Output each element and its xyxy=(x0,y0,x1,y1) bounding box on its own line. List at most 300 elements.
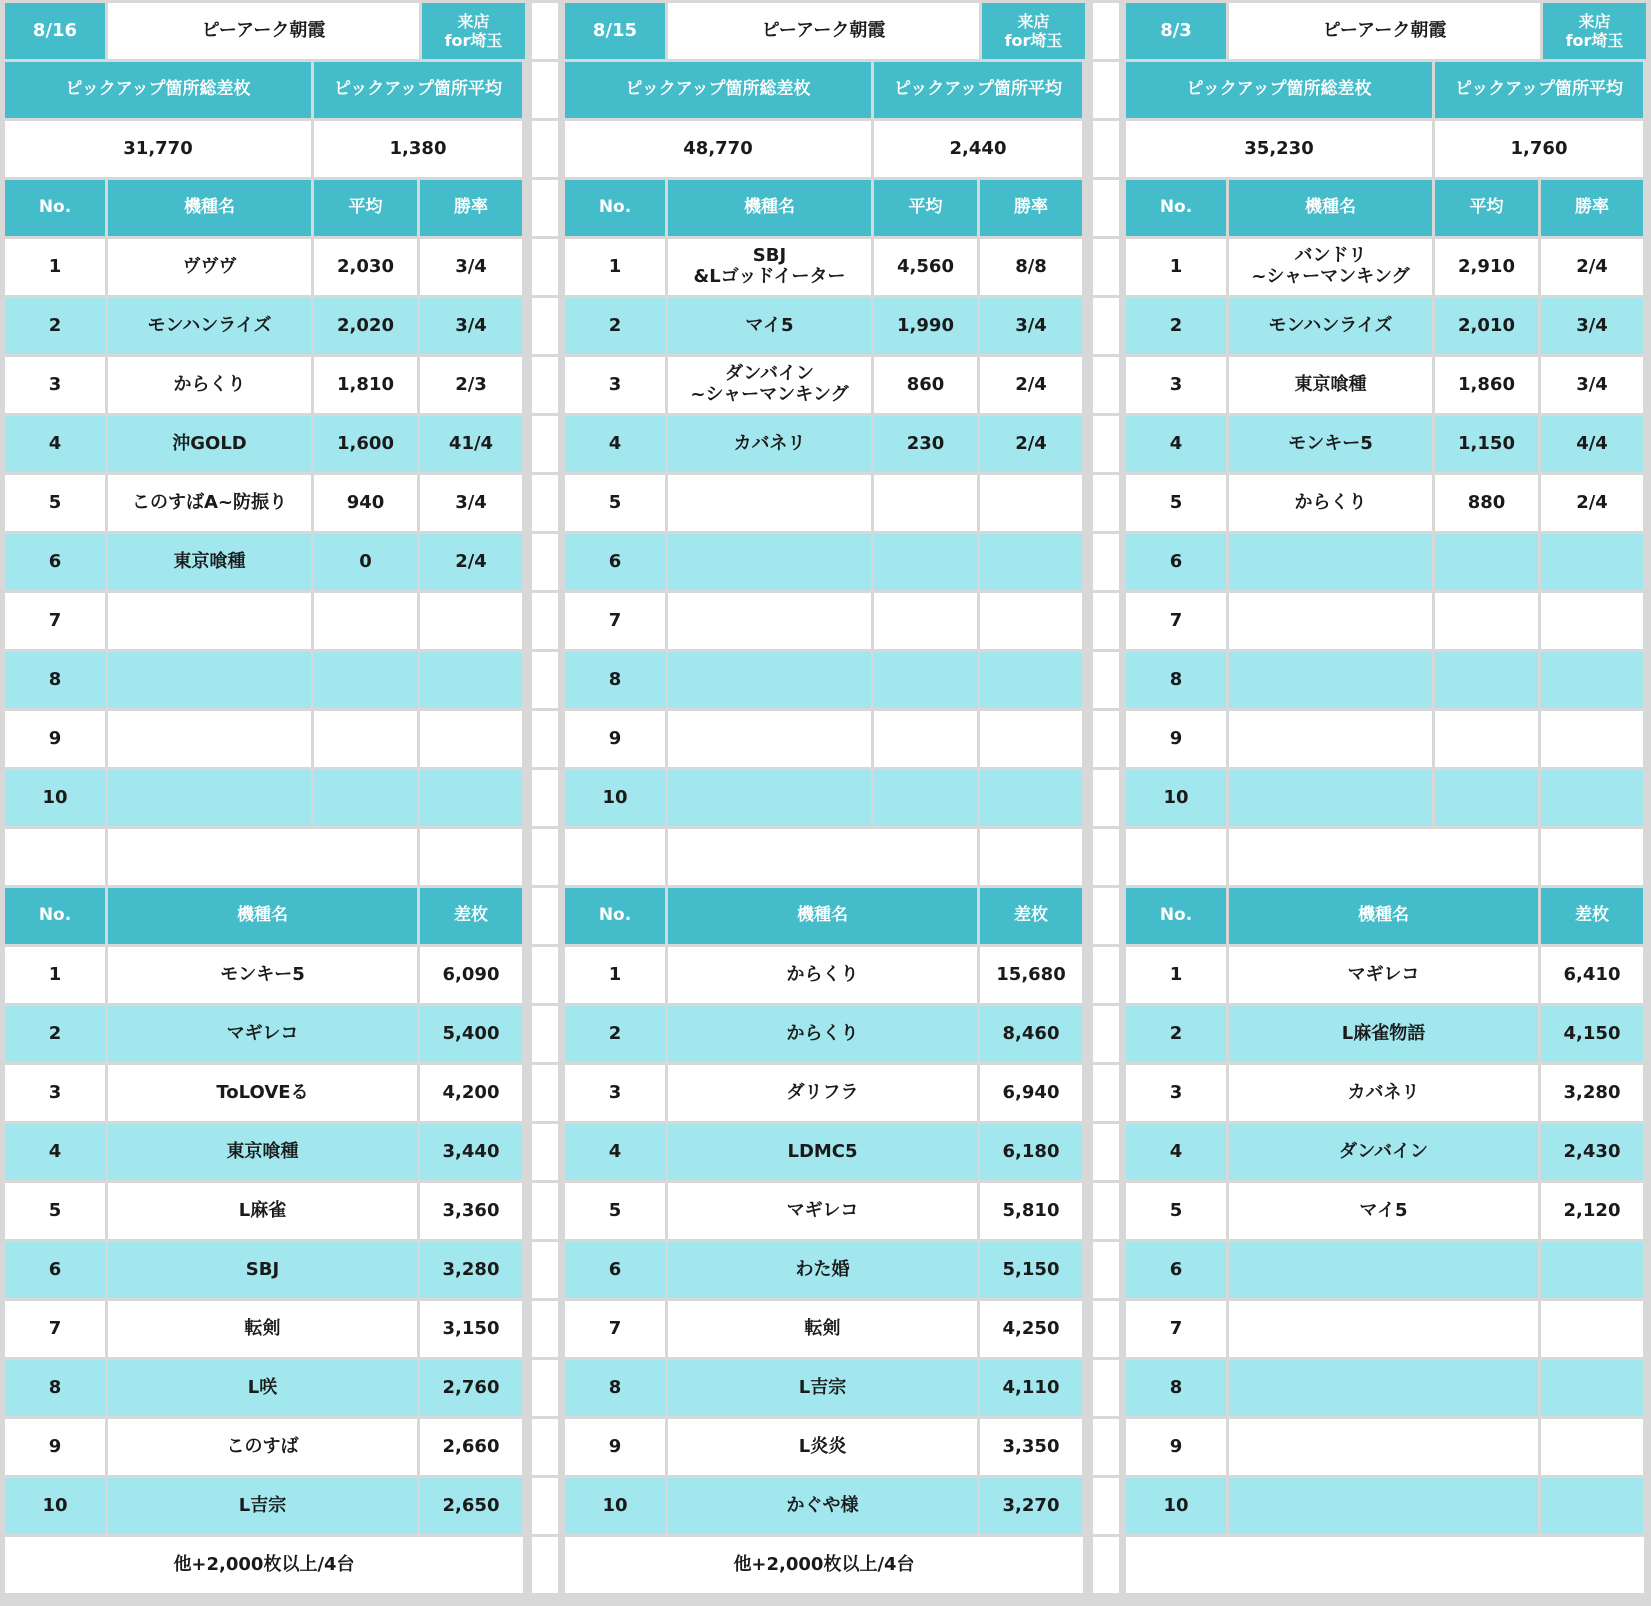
pickup-model-name[interactable]: モンハンライズ xyxy=(108,298,311,354)
separator-cell xyxy=(1093,121,1119,177)
spacer-cell xyxy=(668,829,977,885)
footer-note xyxy=(1126,1537,1644,1593)
top-model-name[interactable]: L炎炎 xyxy=(668,1419,977,1475)
top-model-name[interactable] xyxy=(1229,1242,1538,1298)
top-diff-value[interactable] xyxy=(1541,1301,1643,1357)
header-model: 機種名 xyxy=(1229,180,1432,236)
top-diff-value[interactable] xyxy=(1541,1242,1643,1298)
pickup-row-no[interactable]: 1 xyxy=(1126,239,1226,295)
separator-cell xyxy=(1093,770,1119,826)
pickup-model-name[interactable] xyxy=(1229,711,1432,767)
separator-cell xyxy=(532,888,558,944)
pickup-average-value[interactable]: 2,910 xyxy=(1435,239,1538,295)
top-model-name[interactable]: カバネリ xyxy=(1229,1065,1538,1121)
header-diff: 差枚 xyxy=(980,888,1082,944)
pickup-win-rate[interactable] xyxy=(980,770,1082,826)
top-model-name[interactable]: マギレコ xyxy=(1229,947,1538,1003)
spacer-cell xyxy=(1126,829,1226,885)
summary-total-value[interactable]: 35,230 xyxy=(1126,121,1432,177)
pickup-average-value[interactable] xyxy=(874,534,977,590)
pickup-win-rate[interactable]: 3/4 xyxy=(420,298,522,354)
top-row-no[interactable]: 1 xyxy=(5,947,105,1003)
header-no: No. xyxy=(5,180,105,236)
top-model-name[interactable]: からくり xyxy=(668,947,977,1003)
top-row-no[interactable]: 4 xyxy=(1126,1124,1226,1180)
separator-cell xyxy=(532,534,558,590)
visit-badge[interactable]: 来店 for埼玉 xyxy=(422,3,525,59)
pickup-row-no[interactable]: 1 xyxy=(565,239,665,295)
top-row-no[interactable]: 7 xyxy=(565,1301,665,1357)
top-row-no[interactable]: 10 xyxy=(565,1478,665,1534)
pickup-average-value[interactable] xyxy=(314,593,417,649)
top-model-name[interactable]: ダリフラ xyxy=(668,1065,977,1121)
top-model-name[interactable]: 転剣 xyxy=(668,1301,977,1357)
header-no: No. xyxy=(1126,180,1226,236)
separator-cell xyxy=(532,62,558,118)
pickup-win-rate[interactable]: 2/4 xyxy=(980,416,1082,472)
top-row-no[interactable]: 10 xyxy=(5,1478,105,1534)
pickup-win-rate[interactable]: 2/4 xyxy=(1541,239,1643,295)
top-diff-value[interactable]: 3,280 xyxy=(1541,1065,1643,1121)
pickup-model-name[interactable] xyxy=(108,711,311,767)
pickup-average-value[interactable] xyxy=(874,593,977,649)
top-row-no[interactable]: 9 xyxy=(5,1419,105,1475)
top-model-name[interactable]: このすば xyxy=(108,1419,417,1475)
top-model-name[interactable]: モンキー5 xyxy=(108,947,417,1003)
separator-cell xyxy=(1093,3,1119,59)
top-row-no[interactable]: 6 xyxy=(565,1242,665,1298)
pickup-average-value[interactable]: 1,860 xyxy=(1435,357,1538,413)
summary-total-label: ピックアップ箇所総差枚 xyxy=(565,62,871,118)
top-row-no[interactable]: 3 xyxy=(5,1065,105,1121)
pickup-row-no[interactable]: 7 xyxy=(1126,593,1226,649)
top-model-name[interactable]: L吉宗 xyxy=(108,1478,417,1534)
top-model-name[interactable]: LDMC5 xyxy=(668,1124,977,1180)
pickup-win-rate[interactable] xyxy=(1541,770,1643,826)
header-model: 機種名 xyxy=(668,180,871,236)
summary-avg-label: ピックアップ箇所平均 xyxy=(1435,62,1643,118)
pickup-row-no[interactable]: 7 xyxy=(5,593,105,649)
top-diff-value[interactable]: 5,400 xyxy=(420,1006,522,1062)
top-diff-value[interactable]: 2,660 xyxy=(420,1419,522,1475)
top-diff-value[interactable]: 6,180 xyxy=(980,1124,1082,1180)
separator-cell xyxy=(532,711,558,767)
top-model-name[interactable] xyxy=(1229,1301,1538,1357)
top-diff-value[interactable]: 3,360 xyxy=(420,1183,522,1239)
header-model: 機種名 xyxy=(668,888,977,944)
pickup-model-name[interactable]: 東京喰種 xyxy=(108,534,311,590)
pickup-win-rate[interactable] xyxy=(1541,593,1643,649)
top-diff-value[interactable]: 15,680 xyxy=(980,947,1082,1003)
top-diff-value[interactable]: 6,940 xyxy=(980,1065,1082,1121)
pickup-model-name[interactable] xyxy=(1229,652,1432,708)
top-row-no[interactable]: 2 xyxy=(565,1006,665,1062)
pickup-row-no[interactable]: 1 xyxy=(5,239,105,295)
separator-cell xyxy=(1093,62,1119,118)
top-diff-value[interactable]: 2,760 xyxy=(420,1360,522,1416)
top-row-no[interactable]: 5 xyxy=(1126,1183,1226,1239)
pickup-row-no[interactable]: 7 xyxy=(565,593,665,649)
top-diff-value[interactable]: 3,440 xyxy=(420,1124,522,1180)
top-diff-value[interactable]: 3,350 xyxy=(980,1419,1082,1475)
top-diff-value[interactable]: 6,090 xyxy=(420,947,522,1003)
top-diff-value[interactable]: 2,120 xyxy=(1541,1183,1643,1239)
summary-avg-value[interactable]: 2,440 xyxy=(874,121,1082,177)
pickup-row-no[interactable]: 3 xyxy=(565,357,665,413)
top-row-no[interactable]: 9 xyxy=(565,1419,665,1475)
pickup-row-no[interactable]: 10 xyxy=(5,770,105,826)
pickup-win-rate[interactable]: 2/4 xyxy=(980,357,1082,413)
pickup-row-no[interactable]: 8 xyxy=(565,652,665,708)
pickup-model-name[interactable]: ヴヴヴ xyxy=(108,239,311,295)
top-diff-value[interactable]: 3,150 xyxy=(420,1301,522,1357)
summary-total-value[interactable]: 31,770 xyxy=(5,121,311,177)
separator-cell xyxy=(1093,1301,1119,1357)
pickup-average-value[interactable]: 2,010 xyxy=(1435,298,1538,354)
spacer-cell xyxy=(1229,829,1538,885)
store-name[interactable]: ピーアーク朝霞 xyxy=(668,3,979,59)
pickup-row-no[interactable]: 6 xyxy=(5,534,105,590)
spacer-cell xyxy=(980,829,1082,885)
pickup-win-rate[interactable] xyxy=(420,711,522,767)
spacer-cell xyxy=(420,829,522,885)
pickup-row-no[interactable]: 2 xyxy=(565,298,665,354)
top-row-no[interactable]: 8 xyxy=(565,1360,665,1416)
top-row-no[interactable]: 2 xyxy=(5,1006,105,1062)
pickup-row-no[interactable]: 3 xyxy=(5,357,105,413)
summary-avg-value[interactable]: 1,380 xyxy=(314,121,522,177)
pickup-average-value[interactable]: 1,600 xyxy=(314,416,417,472)
top-row-no[interactable]: 1 xyxy=(565,947,665,1003)
header-no: No. xyxy=(1126,888,1226,944)
top-row-no[interactable]: 8 xyxy=(5,1360,105,1416)
separator-cell xyxy=(532,121,558,177)
top-model-name[interactable]: マギレコ xyxy=(108,1006,417,1062)
top-row-no[interactable]: 7 xyxy=(1126,1301,1226,1357)
pickup-win-rate[interactable]: 41/4 xyxy=(420,416,522,472)
pickup-average-value[interactable]: 230 xyxy=(874,416,977,472)
separator-cell xyxy=(532,1242,558,1298)
pickup-average-value[interactable]: 0 xyxy=(314,534,417,590)
separator-cell xyxy=(1093,1065,1119,1121)
pickup-model-name[interactable]: バンドリ ~シャーマンキング xyxy=(1229,239,1432,295)
pickup-win-rate[interactable] xyxy=(1541,534,1643,590)
pickup-model-name[interactable]: 東京喰種 xyxy=(1229,357,1432,413)
pickup-average-value[interactable]: 1,810 xyxy=(314,357,417,413)
top-diff-value[interactable]: 3,270 xyxy=(980,1478,1082,1534)
header-winrate: 勝率 xyxy=(980,180,1082,236)
header-average: 平均 xyxy=(1435,180,1538,236)
top-model-name[interactable]: ダンバイン xyxy=(1229,1124,1538,1180)
separator-cell xyxy=(1093,475,1119,531)
pickup-row-no[interactable]: 4 xyxy=(1126,416,1226,472)
summary-total-label: ピックアップ箇所総差枚 xyxy=(5,62,311,118)
top-model-name[interactable]: マギレコ xyxy=(668,1183,977,1239)
header-no: No. xyxy=(5,888,105,944)
separator-cell xyxy=(1093,357,1119,413)
pickup-win-rate[interactable]: 3/4 xyxy=(1541,357,1643,413)
pickup-model-name[interactable]: ダンバイン ~シャーマンキング xyxy=(668,357,871,413)
top-row-no[interactable]: 6 xyxy=(1126,1242,1226,1298)
top-row-no[interactable]: 2 xyxy=(1126,1006,1226,1062)
pickup-average-value[interactable] xyxy=(874,475,977,531)
date-cell[interactable]: 8/16 xyxy=(5,3,105,59)
top-model-name[interactable]: L吉宗 xyxy=(668,1360,977,1416)
pickup-win-rate[interactable] xyxy=(980,711,1082,767)
pickup-win-rate[interactable] xyxy=(980,534,1082,590)
separator-cell xyxy=(532,3,558,59)
pickup-average-value[interactable] xyxy=(874,711,977,767)
pickup-average-value[interactable] xyxy=(1435,711,1538,767)
pickup-average-value[interactable] xyxy=(1435,593,1538,649)
pickup-win-rate[interactable]: 3/4 xyxy=(420,475,522,531)
top-model-name[interactable]: かぐや様 xyxy=(668,1478,977,1534)
separator-cell xyxy=(1093,534,1119,590)
pickup-row-no[interactable]: 4 xyxy=(5,416,105,472)
top-diff-value[interactable] xyxy=(1541,1419,1643,1475)
separator-cell xyxy=(1093,1478,1119,1534)
pickup-average-value[interactable]: 860 xyxy=(874,357,977,413)
pickup-row-no[interactable]: 10 xyxy=(1126,770,1226,826)
pickup-row-no[interactable]: 9 xyxy=(1126,711,1226,767)
spacer-cell xyxy=(108,829,417,885)
pickup-row-no[interactable]: 2 xyxy=(5,298,105,354)
pickup-row-no[interactable]: 5 xyxy=(1126,475,1226,531)
pickup-average-value[interactable]: 2,020 xyxy=(314,298,417,354)
top-row-no[interactable]: 1 xyxy=(1126,947,1226,1003)
pickup-average-value[interactable] xyxy=(874,770,977,826)
separator-cell xyxy=(532,1360,558,1416)
top-diff-value[interactable]: 6,410 xyxy=(1541,947,1643,1003)
header-model: 機種名 xyxy=(108,180,311,236)
pickup-win-rate[interactable]: 3/4 xyxy=(1541,298,1643,354)
date-cell[interactable]: 8/15 xyxy=(565,3,665,59)
pickup-average-value[interactable] xyxy=(314,652,417,708)
separator-cell xyxy=(1093,1242,1119,1298)
footer-note: 他+2,000枚以上/4台 xyxy=(5,1537,523,1593)
pickup-model-name[interactable] xyxy=(1229,770,1432,826)
pickup-average-value[interactable] xyxy=(1435,770,1538,826)
header-model: 機種名 xyxy=(1229,888,1538,944)
separator-cell xyxy=(532,1006,558,1062)
top-diff-value[interactable]: 4,200 xyxy=(420,1065,522,1121)
pickup-average-value[interactable] xyxy=(1435,652,1538,708)
top-diff-value[interactable]: 8,460 xyxy=(980,1006,1082,1062)
pickup-model-name[interactable]: からくり xyxy=(1229,475,1432,531)
top-model-name[interactable]: からくり xyxy=(668,1006,977,1062)
pickup-row-no[interactable]: 8 xyxy=(5,652,105,708)
pickup-win-rate[interactable] xyxy=(1541,711,1643,767)
pickup-row-no[interactable]: 6 xyxy=(1126,534,1226,590)
header-diff: 差枚 xyxy=(1541,888,1643,944)
pickup-average-value[interactable] xyxy=(314,711,417,767)
separator-cell xyxy=(532,1183,558,1239)
pickup-win-rate[interactable]: 3/4 xyxy=(420,239,522,295)
visit-badge[interactable]: 来店 for埼玉 xyxy=(1543,3,1646,59)
pickup-win-rate[interactable] xyxy=(980,475,1082,531)
pickup-average-value[interactable] xyxy=(314,770,417,826)
pickup-win-rate[interactable]: 2/4 xyxy=(1541,475,1643,531)
top-diff-value[interactable]: 5,150 xyxy=(980,1242,1082,1298)
pickup-model-name[interactable] xyxy=(108,770,311,826)
separator-cell xyxy=(1093,1124,1119,1180)
top-row-no[interactable]: 10 xyxy=(1126,1478,1226,1534)
pickup-win-rate[interactable] xyxy=(1541,652,1643,708)
summary-avg-value[interactable]: 1,760 xyxy=(1435,121,1643,177)
top-row-no[interactable]: 5 xyxy=(565,1183,665,1239)
top-row-no[interactable]: 4 xyxy=(565,1124,665,1180)
pickup-row-no[interactable]: 2 xyxy=(1126,298,1226,354)
pickup-model-name[interactable]: モンハンライズ xyxy=(1229,298,1432,354)
header-winrate: 勝率 xyxy=(1541,180,1643,236)
pickup-average-value[interactable] xyxy=(1435,534,1538,590)
pickup-model-name[interactable] xyxy=(668,711,871,767)
pickup-row-no[interactable]: 4 xyxy=(565,416,665,472)
separator-cell xyxy=(532,652,558,708)
header-diff: 差枚 xyxy=(420,888,522,944)
top-row-no[interactable]: 9 xyxy=(1126,1419,1226,1475)
top-model-name[interactable]: SBJ xyxy=(108,1242,417,1298)
pickup-average-value[interactable]: 880 xyxy=(1435,475,1538,531)
top-model-name[interactable]: 東京喰種 xyxy=(108,1124,417,1180)
separator-cell xyxy=(532,1419,558,1475)
top-diff-value[interactable]: 4,250 xyxy=(980,1301,1082,1357)
spacer-cell xyxy=(565,829,665,885)
top-model-name[interactable]: L咲 xyxy=(108,1360,417,1416)
store-name[interactable]: ピーアーク朝霞 xyxy=(1229,3,1540,59)
pickup-win-rate[interactable]: 8/8 xyxy=(980,239,1082,295)
pickup-win-rate[interactable] xyxy=(420,770,522,826)
top-model-name[interactable] xyxy=(1229,1419,1538,1475)
separator-cell xyxy=(1093,416,1119,472)
pickup-model-name[interactable]: SBJ &Lゴッドイーター xyxy=(668,239,871,295)
separator-cell xyxy=(1093,947,1119,1003)
pickup-row-no[interactable]: 9 xyxy=(565,711,665,767)
top-row-no[interactable]: 6 xyxy=(5,1242,105,1298)
separator-cell xyxy=(532,1124,558,1180)
header-average: 平均 xyxy=(314,180,417,236)
separator-cell xyxy=(1093,1537,1119,1593)
pickup-row-no[interactable]: 5 xyxy=(565,475,665,531)
pickup-model-name[interactable] xyxy=(108,652,311,708)
top-row-no[interactable]: 3 xyxy=(565,1065,665,1121)
top-row-no[interactable]: 3 xyxy=(1126,1065,1226,1121)
top-diff-value[interactable] xyxy=(1541,1360,1643,1416)
top-row-no[interactable]: 7 xyxy=(5,1301,105,1357)
pickup-row-no[interactable]: 3 xyxy=(1126,357,1226,413)
pickup-row-no[interactable]: 8 xyxy=(1126,652,1226,708)
top-diff-value[interactable]: 2,430 xyxy=(1541,1124,1643,1180)
pickup-model-name[interactable]: カバネリ xyxy=(668,416,871,472)
pickup-win-rate[interactable]: 2/4 xyxy=(420,534,522,590)
separator-cell xyxy=(532,829,558,885)
top-model-name[interactable] xyxy=(1229,1360,1538,1416)
separator-cell xyxy=(1093,593,1119,649)
pickup-model-name[interactable] xyxy=(668,770,871,826)
separator-cell xyxy=(1093,1006,1119,1062)
header-average: 平均 xyxy=(874,180,977,236)
top-model-name[interactable]: L麻雀物語 xyxy=(1229,1006,1538,1062)
top-model-name[interactable]: 転剣 xyxy=(108,1301,417,1357)
visit-badge[interactable]: 来店 for埼玉 xyxy=(982,3,1085,59)
pickup-win-rate[interactable]: 2/3 xyxy=(420,357,522,413)
header-no: No. xyxy=(565,888,665,944)
pickup-model-name[interactable] xyxy=(1229,593,1432,649)
top-model-name[interactable]: ToLOVEる xyxy=(108,1065,417,1121)
top-model-name[interactable]: L麻雀 xyxy=(108,1183,417,1239)
separator-cell xyxy=(532,357,558,413)
top-diff-value[interactable]: 3,280 xyxy=(420,1242,522,1298)
top-diff-value[interactable] xyxy=(1541,1478,1643,1534)
pickup-average-value[interactable]: 1,150 xyxy=(1435,416,1538,472)
separator-cell xyxy=(532,475,558,531)
summary-total-label: ピックアップ箇所総差枚 xyxy=(1126,62,1432,118)
top-row-no[interactable]: 5 xyxy=(5,1183,105,1239)
top-model-name[interactable] xyxy=(1229,1478,1538,1534)
pickup-model-name[interactable] xyxy=(668,534,871,590)
pickup-row-no[interactable]: 10 xyxy=(565,770,665,826)
date-cell[interactable]: 8/3 xyxy=(1126,3,1226,59)
pickup-model-name[interactable]: このすばA~防振り xyxy=(108,475,311,531)
separator-cell xyxy=(532,1065,558,1121)
pickup-model-name[interactable]: マイ5 xyxy=(668,298,871,354)
pickup-model-name[interactable]: モンキー5 xyxy=(1229,416,1432,472)
summary-total-value[interactable]: 48,770 xyxy=(565,121,871,177)
separator-cell xyxy=(1093,652,1119,708)
separator-cell xyxy=(1093,829,1119,885)
header-no: No. xyxy=(565,180,665,236)
pickup-win-rate[interactable]: 3/4 xyxy=(980,298,1082,354)
pickup-win-rate[interactable]: 4/4 xyxy=(1541,416,1643,472)
pickup-model-name[interactable] xyxy=(1229,534,1432,590)
pickup-win-rate[interactable] xyxy=(980,652,1082,708)
pickup-row-no[interactable]: 5 xyxy=(5,475,105,531)
pickup-model-name[interactable] xyxy=(108,593,311,649)
store-name[interactable]: ピーアーク朝霞 xyxy=(108,3,419,59)
pickup-average-value[interactable]: 940 xyxy=(314,475,417,531)
top-diff-value[interactable]: 4,150 xyxy=(1541,1006,1643,1062)
separator-cell xyxy=(532,947,558,1003)
pickup-average-value[interactable]: 2,030 xyxy=(314,239,417,295)
pickup-model-name[interactable] xyxy=(668,593,871,649)
summary-avg-label: ピックアップ箇所平均 xyxy=(314,62,522,118)
separator-cell xyxy=(532,180,558,236)
pickup-average-value[interactable] xyxy=(874,652,977,708)
separator-cell xyxy=(532,1478,558,1534)
pickup-model-name[interactable] xyxy=(668,475,871,531)
separator-cell xyxy=(1093,888,1119,944)
top-row-no[interactable]: 8 xyxy=(1126,1360,1226,1416)
pickup-average-value[interactable]: 4,560 xyxy=(874,239,977,295)
top-model-name[interactable]: マイ5 xyxy=(1229,1183,1538,1239)
pickup-model-name[interactable]: からくり xyxy=(108,357,311,413)
pickup-win-rate[interactable] xyxy=(420,652,522,708)
pickup-row-no[interactable]: 6 xyxy=(565,534,665,590)
top-row-no[interactable]: 4 xyxy=(5,1124,105,1180)
top-diff-value[interactable]: 4,110 xyxy=(980,1360,1082,1416)
separator-cell xyxy=(1093,239,1119,295)
pickup-row-no[interactable]: 9 xyxy=(5,711,105,767)
top-model-name[interactable]: わた婚 xyxy=(668,1242,977,1298)
separator-cell xyxy=(532,593,558,649)
pickup-model-name[interactable]: 沖GOLD xyxy=(108,416,311,472)
top-diff-value[interactable]: 5,810 xyxy=(980,1183,1082,1239)
pickup-win-rate[interactable] xyxy=(980,593,1082,649)
pickup-win-rate[interactable] xyxy=(420,593,522,649)
top-diff-value[interactable]: 2,650 xyxy=(420,1478,522,1534)
pickup-model-name[interactable] xyxy=(668,652,871,708)
pickup-average-value[interactable]: 1,990 xyxy=(874,298,977,354)
